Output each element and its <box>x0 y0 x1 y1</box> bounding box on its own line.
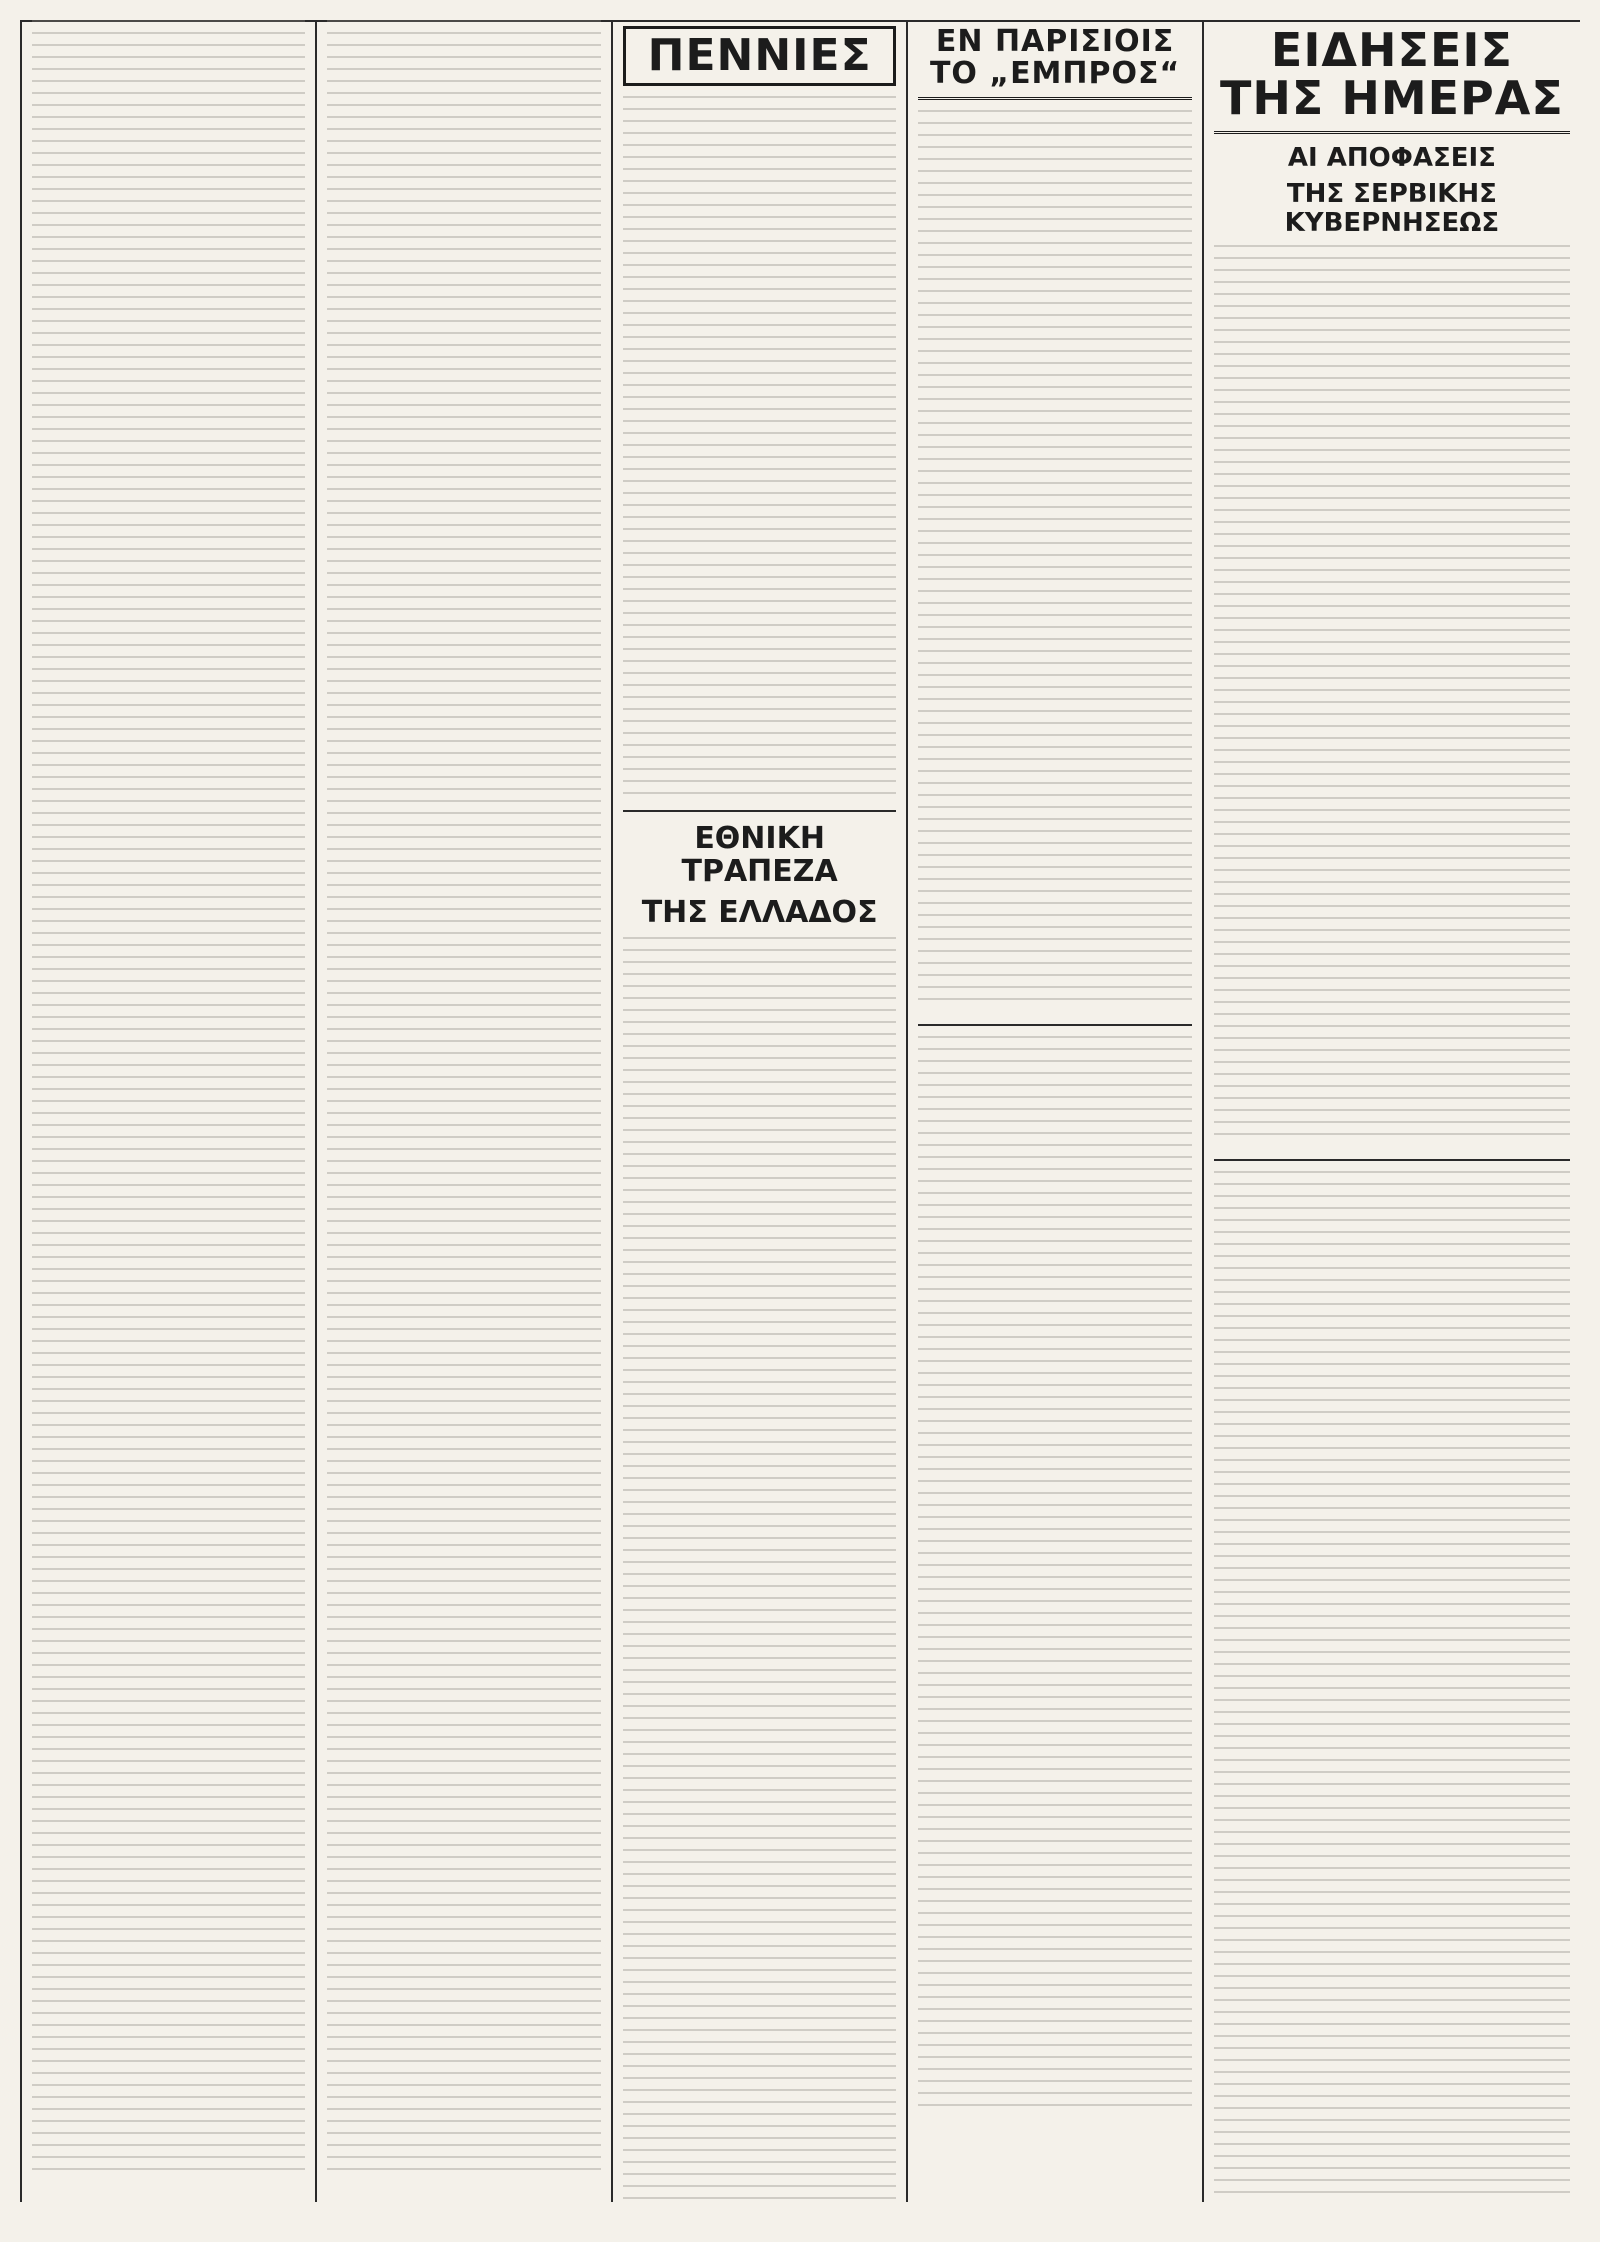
column-4 <box>906 20 1201 2202</box>
column-4-text-placeholder-bottom <box>918 1036 1191 2116</box>
paris-masthead: ΕΝ ΠΑΡΙΣΙΟΙΣ ΤΟ „ΕΜΠΡΟΣ“ <box>918 26 1191 100</box>
bank-heading-line-2: ΤΗΣ ΕΛΛΑΔΟΣ <box>641 895 878 931</box>
column-5-rule <box>1214 1159 1570 1161</box>
column-4-text-placeholder-top <box>918 110 1191 1010</box>
column-5 <box>1202 20 1580 2202</box>
column-4-rule <box>918 1024 1191 1026</box>
column-2-text-placeholder <box>327 20 600 2170</box>
pennies-masthead: ΠΕΝΝΙΕΣ <box>623 26 896 86</box>
column-2 <box>315 20 610 2202</box>
bank-heading-line-1: ΕΘΝΙΚΗ ΤΡΑΠΕΖΑ <box>681 821 838 890</box>
newspaper-page <box>20 20 1580 2202</box>
column-1-text-placeholder <box>32 20 305 2170</box>
column-3 <box>611 20 906 2202</box>
column-3-rule <box>623 810 896 812</box>
serbian-decisions-headline-1: ΑΙ ΑΠΟΦΑΣΕΙΣ <box>1287 142 1496 173</box>
column-3-text-placeholder-bottom <box>623 937 896 2202</box>
serbian-decisions-headline-2: ΤΗΣ ΣΕΡΒΙΚΗΣ ΚΥΒΕΡΝΗΣΕΩΣ <box>1284 179 1500 238</box>
column-5-text-placeholder-top <box>1214 245 1570 1145</box>
column-3-text-placeholder-top <box>623 96 896 796</box>
column-5-text-placeholder-bottom <box>1214 1171 1570 2202</box>
daily-news-masthead: ΕΙΔΗΣΕΙΣ ΤΗΣ ΗΜΕΡΑΣ <box>1214 26 1570 134</box>
column-1 <box>20 20 315 2202</box>
